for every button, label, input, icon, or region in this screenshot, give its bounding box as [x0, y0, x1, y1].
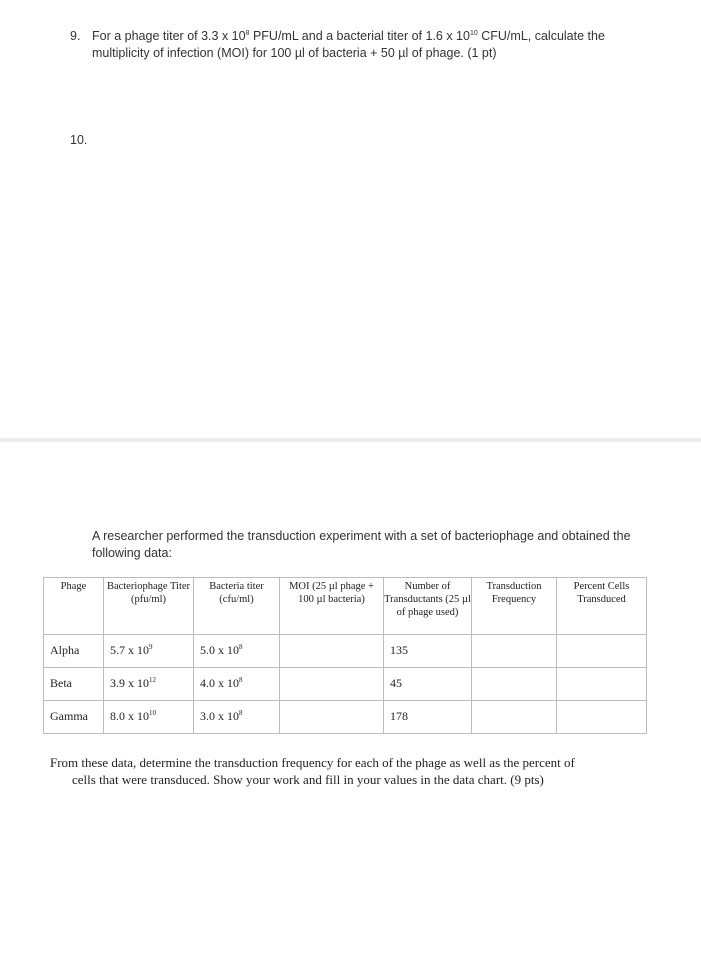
header-transductants: Number of Transductants (25 µl of phage used) — [384, 578, 472, 635]
header-phage: Phage — [44, 578, 104, 635]
header-bacteria-titer: Bacteria titer (cfu/ml) — [194, 578, 280, 635]
cell-transduction-frequency[interactable] — [472, 668, 557, 701]
cell-phage-name: Beta — [44, 668, 104, 701]
cell-phage-name: Alpha — [44, 635, 104, 668]
cell-transduction-frequency[interactable] — [472, 701, 557, 734]
intro-line-1: A researcher performed the transduction experiment with a set of bacteriophage and obtained the — [92, 529, 631, 543]
cell-moi[interactable] — [280, 635, 384, 668]
transduction-intro — [92, 528, 652, 562]
table-header-row — [44, 578, 647, 635]
intro-line-2: following data: — [92, 546, 172, 560]
cell-transductants: 45 — [384, 668, 472, 701]
cell-phage-titer: 8.0 x $10^{10}$ — [104, 701, 194, 734]
question-9-line-1: 9. For a phage titer of 3.3 x $10^8$ PFU/mL and a bacterial titer of 1.6 x $10^{10}$ CFU/mL, calculate the — [70, 29, 605, 43]
cell-bacteria-titer: 3.0 x $10^8$ — [194, 701, 280, 734]
question-9-number: 9. — [70, 29, 81, 43]
instructions-line-1: From these data, determine the transduction frequency for each of the phage as well as the percent of — [50, 755, 575, 770]
cell-transduction-frequency[interactable] — [472, 635, 557, 668]
cell-transductants: 135 — [384, 635, 472, 668]
cell-bacteria-titer: 5.0 x $10^8$ — [194, 635, 280, 668]
transduction-data-table — [43, 577, 647, 734]
header-transduction-frequency: Transduction Frequency — [472, 578, 557, 635]
instructions-paragraph — [50, 754, 650, 788]
cell-percent-transduced[interactable] — [557, 668, 647, 701]
cell-moi[interactable] — [280, 701, 384, 734]
question-9-line-2: multiplicity of infection (MOI) for 100 µl of bacteria + 50 µl of phage. (1 pt) — [92, 46, 497, 60]
cell-percent-transduced[interactable] — [557, 635, 647, 668]
cell-moi[interactable] — [280, 668, 384, 701]
cell-phage-titer: 3.9 x $10^{12}$ — [104, 668, 194, 701]
header-percent-transduced: Percent Cells Transduced — [557, 578, 647, 635]
question-10-number: 10. — [70, 133, 88, 147]
cell-phage-name: Gamma — [44, 701, 104, 734]
page-divider — [0, 438, 701, 442]
instructions-line-2: cells that were transduced. Show your work and fill in your values in the data chart. (9 pts) — [72, 772, 544, 787]
header-moi: MOI (25 µl phage + 100 µl bacteria) — [280, 578, 384, 635]
header-phage-titer: Bacteriophage Titer (pfu/ml) — [104, 578, 194, 635]
question-9 — [70, 28, 670, 62]
table-row — [44, 701, 647, 734]
cell-bacteria-titer: 4.0 x $10^8$ — [194, 668, 280, 701]
cell-percent-transduced[interactable] — [557, 701, 647, 734]
table-row — [44, 668, 647, 701]
cell-phage-titer: 5.7 x $10^9$ — [104, 635, 194, 668]
cell-transductants: 178 — [384, 701, 472, 734]
table-row — [44, 635, 647, 668]
